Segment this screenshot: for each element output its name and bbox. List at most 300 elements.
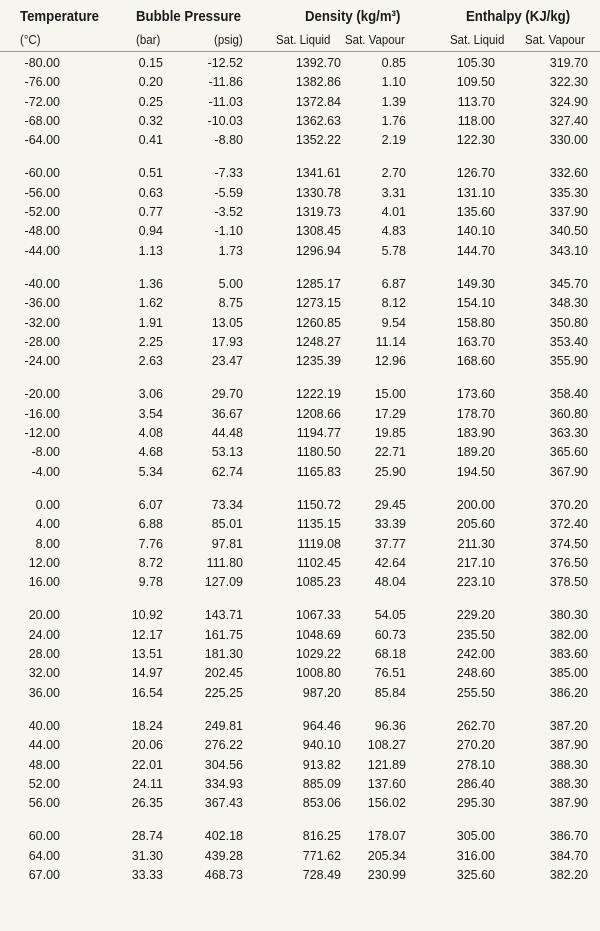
temperature-cell: 40.00 xyxy=(28,718,60,733)
row-group xyxy=(0,277,600,373)
density-liquid-cell: 1308.45 xyxy=(295,224,341,239)
enthalpy-vapour-cell: 327.40 xyxy=(549,113,588,128)
pressure-psig-cell: 161.75 xyxy=(204,627,243,642)
table-row xyxy=(0,719,600,738)
table-row xyxy=(0,556,600,575)
pressure-bar-cell: 26.35 xyxy=(131,796,163,811)
enthalpy-liquid-cell: 118.00 xyxy=(457,113,495,128)
enthalpy-liquid-cell: 242.00 xyxy=(456,647,495,662)
header-temperature-unit: (°C) xyxy=(20,33,41,47)
pressure-psig-cell: 73.34 xyxy=(211,497,243,512)
pressure-bar-cell: 0.15 xyxy=(138,56,163,70)
temperature-cell: 8.00 xyxy=(35,536,60,551)
temperature-cell: -48.00 xyxy=(24,224,60,239)
temperature-cell: 36.00 xyxy=(28,685,60,700)
table-row xyxy=(0,186,600,205)
enthalpy-liquid-cell: 173.60 xyxy=(456,387,495,402)
enthalpy-vapour-cell: 330.00 xyxy=(549,133,588,148)
enthalpy-liquid-cell: 217.10 xyxy=(456,555,495,570)
table-row xyxy=(0,849,600,868)
enthalpy-vapour-cell: 382.20 xyxy=(549,867,588,882)
temperature-cell: 60.00 xyxy=(28,829,60,844)
temperature-cell: 48.00 xyxy=(28,757,60,772)
density-liquid-cell: 1180.50 xyxy=(296,445,341,460)
temperature-cell: -64.00 xyxy=(24,133,60,148)
density-liquid-cell: 771.62 xyxy=(302,848,341,863)
enthalpy-liquid-cell: 105.30 xyxy=(456,56,495,70)
row-group xyxy=(0,387,600,483)
temperature-cell: -40.00 xyxy=(24,276,60,291)
pressure-bar-cell: 9.78 xyxy=(138,575,163,590)
enthalpy-vapour-cell: 348.30 xyxy=(549,296,588,311)
density-liquid-cell: 1119.08 xyxy=(297,536,341,551)
enthalpy-liquid-cell: 163.70 xyxy=(456,334,495,349)
density-vapour-cell: 0.85 xyxy=(381,56,406,70)
temperature-cell: -4.00 xyxy=(31,464,60,479)
pressure-psig-cell: 202.45 xyxy=(204,666,243,681)
table-row xyxy=(0,56,600,75)
header-temperature: Temperature xyxy=(20,8,99,25)
temperature-cell: -16.00 xyxy=(24,406,60,421)
enthalpy-vapour-cell: 358.40 xyxy=(549,387,588,402)
density-liquid-cell: 1102.45 xyxy=(296,555,341,570)
pressure-psig-cell: 1.73 xyxy=(218,243,243,258)
density-liquid-cell: 853.06 xyxy=(302,796,341,811)
pressure-bar-cell: 3.54 xyxy=(138,406,163,421)
table-row xyxy=(0,296,600,315)
density-liquid-cell: 1165.83 xyxy=(296,464,341,479)
pressure-bar-cell: 0.41 xyxy=(138,133,163,148)
enthalpy-liquid-cell: 316.00 xyxy=(456,848,495,863)
enthalpy-liquid-cell: 305.00 xyxy=(456,829,495,844)
density-vapour-cell: 37.77 xyxy=(374,536,406,551)
pressure-psig-cell: 17.93 xyxy=(211,334,243,349)
pressure-bar-cell: 3.06 xyxy=(138,387,163,402)
density-liquid-cell: 987.20 xyxy=(302,685,341,700)
pressure-bar-cell: 0.94 xyxy=(138,224,163,239)
enthalpy-liquid-cell: 126.70 xyxy=(456,166,495,181)
pressure-bar-cell: 4.68 xyxy=(138,445,163,460)
enthalpy-liquid-cell: 200.00 xyxy=(456,497,495,512)
pressure-bar-cell: 14.97 xyxy=(131,666,163,681)
pressure-bar-cell: 0.63 xyxy=(138,185,163,200)
density-liquid-cell: 1330.78 xyxy=(295,185,341,200)
temperature-cell: 24.00 xyxy=(28,627,60,642)
temperature-cell: -32.00 xyxy=(24,315,60,330)
density-liquid-cell: 1319.73 xyxy=(295,205,341,220)
pressure-psig-cell: 276.22 xyxy=(204,738,243,753)
temperature-cell: -68.00 xyxy=(24,113,60,128)
enthalpy-liquid-cell: 109.50 xyxy=(456,75,495,90)
density-vapour-cell: 205.34 xyxy=(367,848,406,863)
pressure-psig-cell: -10.03 xyxy=(207,113,243,128)
enthalpy-liquid-cell: 194.50 xyxy=(456,464,495,479)
density-vapour-cell: 19.85 xyxy=(374,426,406,441)
table-row xyxy=(0,114,600,133)
density-liquid-cell: 1372.84 xyxy=(295,94,341,109)
row-group xyxy=(0,829,600,887)
density-liquid-cell: 1362.63 xyxy=(295,113,341,128)
row-group xyxy=(0,719,600,815)
pressure-bar-cell: 1.36 xyxy=(138,276,163,291)
density-vapour-cell: 178.07 xyxy=(367,829,406,844)
pressure-psig-cell: -11.86 xyxy=(208,75,243,90)
table-row xyxy=(0,95,600,114)
enthalpy-vapour-cell: 340.50 xyxy=(549,224,588,239)
header-density: Density (kg/m³) xyxy=(305,8,401,25)
pressure-psig-cell: -7.33 xyxy=(214,166,243,181)
density-vapour-cell: 137.60 xyxy=(367,776,406,791)
table-row xyxy=(0,738,600,757)
temperature-cell: -28.00 xyxy=(24,334,60,349)
pressure-bar-cell: 22.01 xyxy=(131,757,163,772)
enthalpy-vapour-cell: 370.20 xyxy=(549,497,588,512)
enthalpy-liquid-cell: 229.20 xyxy=(456,608,495,623)
pressure-psig-cell: 367.43 xyxy=(204,796,243,811)
pressure-bar-cell: 16.54 xyxy=(131,685,163,700)
pressure-bar-cell: 6.88 xyxy=(138,517,163,532)
density-liquid-cell: 1222.19 xyxy=(295,387,341,402)
temperature-cell: 64.00 xyxy=(28,848,60,863)
density-vapour-cell: 121.89 xyxy=(367,757,406,772)
density-vapour-cell: 2.19 xyxy=(381,133,406,148)
enthalpy-vapour-cell: 363.30 xyxy=(549,426,588,441)
table-row xyxy=(0,407,600,426)
pressure-psig-cell: 249.81 xyxy=(204,718,243,733)
density-liquid-cell: 1382.86 xyxy=(295,75,341,90)
header-density-vapour: Sat. Vapour xyxy=(345,33,405,47)
density-vapour-cell: 22.71 xyxy=(374,445,406,460)
density-liquid-cell: 728.49 xyxy=(302,867,341,882)
enthalpy-vapour-cell: 372.40 xyxy=(549,517,588,532)
temperature-cell: 0.00 xyxy=(35,497,60,512)
table-row xyxy=(0,244,600,263)
pressure-psig-cell: 44.48 xyxy=(211,426,243,441)
table-row xyxy=(0,133,600,152)
pressure-psig-cell: -11.03 xyxy=(208,94,243,109)
enthalpy-vapour-cell: 385.00 xyxy=(549,666,588,681)
pressure-bar-cell: 33.33 xyxy=(131,867,163,882)
enthalpy-liquid-cell: 255.50 xyxy=(456,685,495,700)
table-row xyxy=(0,517,600,536)
pressure-bar-cell: 10.92 xyxy=(131,608,163,623)
enthalpy-vapour-cell: 345.70 xyxy=(549,276,588,291)
density-liquid-cell: 1085.23 xyxy=(295,575,341,590)
row-group xyxy=(0,56,600,152)
pressure-psig-cell: 127.09 xyxy=(204,575,243,590)
enthalpy-liquid-cell: 131.10 xyxy=(456,185,495,200)
table-row xyxy=(0,335,600,354)
enthalpy-vapour-cell: 378.50 xyxy=(549,575,588,590)
enthalpy-liquid-cell: 113.70 xyxy=(457,94,495,109)
density-vapour-cell: 76.51 xyxy=(374,666,406,681)
pressure-psig-cell: -8.80 xyxy=(214,133,243,148)
pressure-psig-cell: 13.05 xyxy=(211,315,243,330)
header-psig: (psig) xyxy=(214,33,243,47)
table-row xyxy=(0,666,600,685)
table-row xyxy=(0,686,600,705)
density-liquid-cell: 1208.66 xyxy=(295,406,341,421)
pressure-bar-cell: 0.51 xyxy=(138,166,163,181)
table-row xyxy=(0,316,600,335)
pressure-psig-cell: -1.10 xyxy=(214,224,243,239)
table-row xyxy=(0,277,600,296)
pressure-psig-cell: -5.59 xyxy=(214,185,243,200)
table-row xyxy=(0,777,600,796)
density-liquid-cell: 1392.70 xyxy=(295,56,341,70)
temperature-cell: -44.00 xyxy=(24,243,60,258)
pressure-bar-cell: 0.20 xyxy=(138,75,163,90)
table-row xyxy=(0,537,600,556)
density-liquid-cell: 913.82 xyxy=(302,757,341,772)
pressure-psig-cell: 23.47 xyxy=(211,354,243,369)
enthalpy-liquid-cell: 211.30 xyxy=(457,536,495,551)
enthalpy-liquid-cell: 183.90 xyxy=(456,426,495,441)
row-group xyxy=(0,166,600,262)
table-row xyxy=(0,647,600,666)
table-row xyxy=(0,75,600,94)
enthalpy-vapour-cell: 387.20 xyxy=(549,718,588,733)
density-vapour-cell: 60.73 xyxy=(374,627,406,642)
enthalpy-vapour-cell: 343.10 xyxy=(549,243,588,258)
table-body xyxy=(0,56,600,901)
table-row xyxy=(0,465,600,484)
temperature-cell: 44.00 xyxy=(28,738,60,753)
pressure-bar-cell: 28.74 xyxy=(131,829,163,844)
enthalpy-vapour-cell: 388.30 xyxy=(549,757,588,772)
table-row xyxy=(0,224,600,243)
pressure-bar-cell: 2.63 xyxy=(138,354,163,369)
enthalpy-vapour-cell: 383.60 xyxy=(549,647,588,662)
header-enthalpy-vapour: Sat. Vapour xyxy=(525,33,585,47)
enthalpy-vapour-cell: 387.90 xyxy=(549,738,588,753)
enthalpy-vapour-cell: 387.90 xyxy=(549,796,588,811)
pressure-psig-cell: 85.01 xyxy=(211,517,243,532)
table-row xyxy=(0,166,600,185)
temperature-cell: -52.00 xyxy=(24,205,60,220)
table-row xyxy=(0,426,600,445)
enthalpy-liquid-cell: 149.30 xyxy=(456,276,495,291)
row-group xyxy=(0,498,600,594)
density-vapour-cell: 33.39 xyxy=(374,517,406,532)
enthalpy-liquid-cell: 235.50 xyxy=(456,627,495,642)
pressure-bar-cell: 8.72 xyxy=(138,555,163,570)
density-vapour-cell: 4.83 xyxy=(381,224,406,239)
pressure-psig-cell: 334.93 xyxy=(204,776,243,791)
enthalpy-liquid-cell: 295.30 xyxy=(456,796,495,811)
density-vapour-cell: 1.76 xyxy=(381,113,406,128)
enthalpy-liquid-cell: 223.10 xyxy=(456,575,495,590)
pressure-bar-cell: 24.11 xyxy=(132,776,163,791)
density-vapour-cell: 25.90 xyxy=(374,464,406,479)
density-liquid-cell: 1150.72 xyxy=(296,497,341,512)
pressure-bar-cell: 1.91 xyxy=(138,315,163,330)
temperature-cell: -12.00 xyxy=(24,426,60,441)
enthalpy-liquid-cell: 144.70 xyxy=(456,243,495,258)
pressure-psig-cell: 5.00 xyxy=(218,276,243,291)
enthalpy-vapour-cell: 353.40 xyxy=(549,334,588,349)
pressure-psig-cell: 143.71 xyxy=(204,608,243,623)
enthalpy-liquid-cell: 205.60 xyxy=(456,517,495,532)
density-vapour-cell: 68.18 xyxy=(374,647,406,662)
enthalpy-vapour-cell: 384.70 xyxy=(549,848,588,863)
density-liquid-cell: 1285.17 xyxy=(295,276,341,291)
pressure-psig-cell: -12.52 xyxy=(207,56,243,70)
table-row xyxy=(0,354,600,373)
density-vapour-cell: 1.10 xyxy=(381,75,406,90)
enthalpy-vapour-cell: 365.60 xyxy=(549,445,588,460)
enthalpy-vapour-cell: 380.30 xyxy=(549,608,588,623)
enthalpy-vapour-cell: 322.30 xyxy=(549,75,588,90)
pressure-bar-cell: 20.06 xyxy=(131,738,163,753)
enthalpy-liquid-cell: 122.30 xyxy=(456,133,495,148)
temperature-cell: -80.00 xyxy=(24,56,60,70)
density-vapour-cell: 3.31 xyxy=(381,185,406,200)
pressure-psig-cell: 36.67 xyxy=(211,406,243,421)
pressure-psig-cell: 111.80 xyxy=(206,555,243,570)
temperature-cell: 20.00 xyxy=(28,608,60,623)
density-liquid-cell: 816.25 xyxy=(302,829,341,844)
pressure-bar-cell: 1.13 xyxy=(138,243,163,258)
enthalpy-liquid-cell: 158.80 xyxy=(456,315,495,330)
header-bar: (bar) xyxy=(136,33,161,47)
temperature-cell: -20.00 xyxy=(24,387,60,402)
density-vapour-cell: 11.14 xyxy=(375,334,406,349)
density-liquid-cell: 1194.77 xyxy=(296,426,341,441)
pressure-psig-cell: 304.56 xyxy=(204,757,243,772)
pressure-psig-cell: 62.74 xyxy=(211,464,243,479)
density-liquid-cell: 1273.15 xyxy=(295,296,341,311)
temperature-cell: -24.00 xyxy=(24,354,60,369)
pressure-psig-cell: 402.18 xyxy=(204,829,243,844)
pressure-bar-cell: 12.17 xyxy=(131,627,163,642)
enthalpy-vapour-cell: 350.80 xyxy=(549,315,588,330)
pressure-bar-cell: 5.34 xyxy=(138,464,163,479)
density-vapour-cell: 2.70 xyxy=(381,166,406,181)
temperature-cell: 28.00 xyxy=(28,647,60,662)
density-vapour-cell: 85.84 xyxy=(374,685,406,700)
enthalpy-vapour-cell: 324.90 xyxy=(549,94,588,109)
density-vapour-cell: 4.01 xyxy=(381,205,406,220)
temperature-cell: -72.00 xyxy=(24,94,60,109)
density-liquid-cell: 1135.15 xyxy=(296,517,341,532)
pressure-bar-cell: 13.51 xyxy=(131,647,163,662)
enthalpy-liquid-cell: 178.70 xyxy=(456,406,495,421)
density-liquid-cell: 1296.94 xyxy=(295,243,341,258)
density-liquid-cell: 1341.61 xyxy=(295,166,341,181)
pressure-psig-cell: 468.73 xyxy=(204,867,243,882)
density-vapour-cell: 156.02 xyxy=(367,796,406,811)
temperature-cell: -36.00 xyxy=(24,296,60,311)
table-row xyxy=(0,575,600,594)
header-divider xyxy=(0,51,600,52)
density-vapour-cell: 9.54 xyxy=(381,315,406,330)
density-vapour-cell: 12.96 xyxy=(374,354,406,369)
enthalpy-vapour-cell: 376.50 xyxy=(549,555,588,570)
enthalpy-vapour-cell: 386.20 xyxy=(549,685,588,700)
enthalpy-vapour-cell: 319.70 xyxy=(549,56,588,70)
density-liquid-cell: 1352.22 xyxy=(295,133,341,148)
density-vapour-cell: 54.05 xyxy=(374,608,406,623)
pressure-psig-cell: 181.30 xyxy=(204,647,243,662)
density-vapour-cell: 29.45 xyxy=(374,497,406,512)
table-row xyxy=(0,829,600,848)
pressure-bar-cell: 2.25 xyxy=(138,334,163,349)
enthalpy-vapour-cell: 367.90 xyxy=(549,464,588,479)
enthalpy-liquid-cell: 140.10 xyxy=(456,224,495,239)
table-row xyxy=(0,796,600,815)
density-liquid-cell: 885.09 xyxy=(302,776,341,791)
density-vapour-cell: 48.04 xyxy=(374,575,406,590)
density-vapour-cell: 96.36 xyxy=(374,718,406,733)
density-vapour-cell: 6.87 xyxy=(381,276,406,291)
density-vapour-cell: 8.12 xyxy=(381,296,406,311)
pressure-bar-cell: 18.24 xyxy=(131,718,163,733)
table-row xyxy=(0,868,600,887)
density-liquid-cell: 1048.69 xyxy=(295,627,341,642)
temperature-cell: 52.00 xyxy=(28,776,60,791)
enthalpy-liquid-cell: 262.70 xyxy=(456,718,495,733)
table-row xyxy=(0,758,600,777)
enthalpy-liquid-cell: 325.60 xyxy=(456,867,495,882)
density-liquid-cell: 1235.39 xyxy=(295,354,341,369)
density-liquid-cell: 1008.80 xyxy=(295,666,341,681)
temperature-cell: 56.00 xyxy=(28,796,60,811)
table-row xyxy=(0,205,600,224)
enthalpy-liquid-cell: 168.60 xyxy=(456,354,495,369)
temperature-cell: 12.00 xyxy=(28,555,60,570)
table-row xyxy=(0,608,600,627)
pressure-bar-cell: 0.77 xyxy=(138,205,163,220)
pressure-bar-cell: 0.25 xyxy=(138,94,163,109)
temperature-cell: 16.00 xyxy=(28,575,60,590)
table-row xyxy=(0,498,600,517)
enthalpy-liquid-cell: 135.60 xyxy=(456,205,495,220)
temperature-cell: -56.00 xyxy=(24,185,60,200)
row-group xyxy=(0,608,600,704)
pressure-psig-cell: 53.13 xyxy=(211,445,243,460)
pressure-bar-cell: 7.76 xyxy=(138,536,163,551)
enthalpy-vapour-cell: 360.80 xyxy=(549,406,588,421)
enthalpy-liquid-cell: 270.20 xyxy=(456,738,495,753)
header-bubble-pressure: Bubble Pressure xyxy=(136,8,241,25)
pressure-psig-cell: -3.52 xyxy=(214,205,243,220)
enthalpy-vapour-cell: 335.30 xyxy=(549,185,588,200)
enthalpy-vapour-cell: 355.90 xyxy=(549,354,588,369)
header-enthalpy-liquid: Sat. Liquid xyxy=(450,33,505,47)
density-liquid-cell: 940.10 xyxy=(302,738,341,753)
enthalpy-liquid-cell: 278.10 xyxy=(456,757,495,772)
temperature-cell: -76.00 xyxy=(24,75,60,90)
density-vapour-cell: 17.29 xyxy=(374,406,406,421)
enthalpy-vapour-cell: 374.50 xyxy=(549,536,588,551)
pressure-bar-cell: 0.32 xyxy=(138,113,163,128)
temperature-cell: 32.00 xyxy=(28,666,60,681)
density-liquid-cell: 1029.22 xyxy=(295,647,341,662)
density-vapour-cell: 108.27 xyxy=(367,738,406,753)
table-row xyxy=(0,387,600,406)
pressure-bar-cell: 6.07 xyxy=(138,497,163,512)
enthalpy-liquid-cell: 286.40 xyxy=(456,776,495,791)
temperature-cell: -60.00 xyxy=(24,166,60,181)
density-liquid-cell: 1248.27 xyxy=(295,334,341,349)
enthalpy-vapour-cell: 382.00 xyxy=(549,627,588,642)
pressure-psig-cell: 97.81 xyxy=(211,536,243,551)
table-row xyxy=(0,628,600,647)
pressure-bar-cell: 4.08 xyxy=(138,426,163,441)
temperature-cell: 4.00 xyxy=(35,517,60,532)
density-vapour-cell: 1.39 xyxy=(381,94,406,109)
